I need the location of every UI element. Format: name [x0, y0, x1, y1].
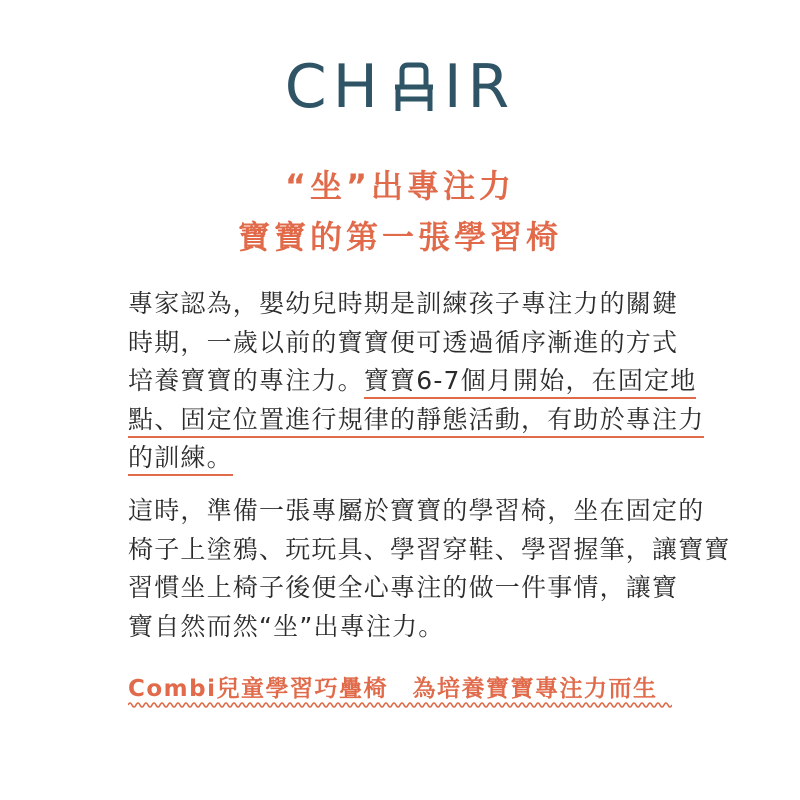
wavy-underline-icon: [128, 700, 672, 710]
highlight-underlined-text: 寶寶6-7個月開始，在固定地: [364, 366, 697, 399]
brand-logo: [0, 52, 800, 122]
product-tagline: Combi兒童學習巧疊椅 為培養寶寶專注力而生: [128, 676, 658, 702]
highlight-underlined-text: 點、固定位置進行規律的靜態活動，有助於專注力: [128, 405, 704, 438]
paragraph-line: 習慣坐上椅子後便全心專注的做一件事情，讓寶: [128, 573, 679, 603]
chair-letter-a-icon: [390, 61, 438, 113]
paragraph-line: [128, 362, 697, 401]
brand-wordmark: [284, 52, 516, 122]
brand-letters-right: IR: [443, 52, 516, 122]
paragraph-line: 椅子上塗鴉、玩玩具、學習穿鞋、學習握筆，讓寶寶: [128, 534, 731, 564]
paragraph-learning-chair: [128, 492, 731, 646]
paragraph-expert-opinion: [128, 285, 705, 478]
paragraph-line: 寶自然而然“坐”出專注力。: [128, 611, 445, 641]
paragraph-line-start: 培養寶寶的專注力。: [128, 366, 364, 396]
headline-line-1: “坐”出專注力: [284, 167, 516, 205]
paragraph-line: [128, 439, 688, 478]
paragraph-line: [128, 401, 705, 440]
paragraph-line: 時期，一歲以前的寶寶便可透過循序漸進的方式: [128, 327, 679, 357]
brand-letters-left: CH: [284, 52, 384, 122]
paragraph-line: 專家認為，嬰幼兒時期是訓練孩子專注力的關鍵: [128, 289, 679, 318]
highlight-underlined-text: 的訓練。: [128, 443, 233, 476]
headline-line-2: 寶寶的第一張學習椅: [237, 218, 562, 256]
paragraph-line: 這時，準備一張專屬於寶寶的學習椅，坐在固定的: [128, 496, 705, 525]
